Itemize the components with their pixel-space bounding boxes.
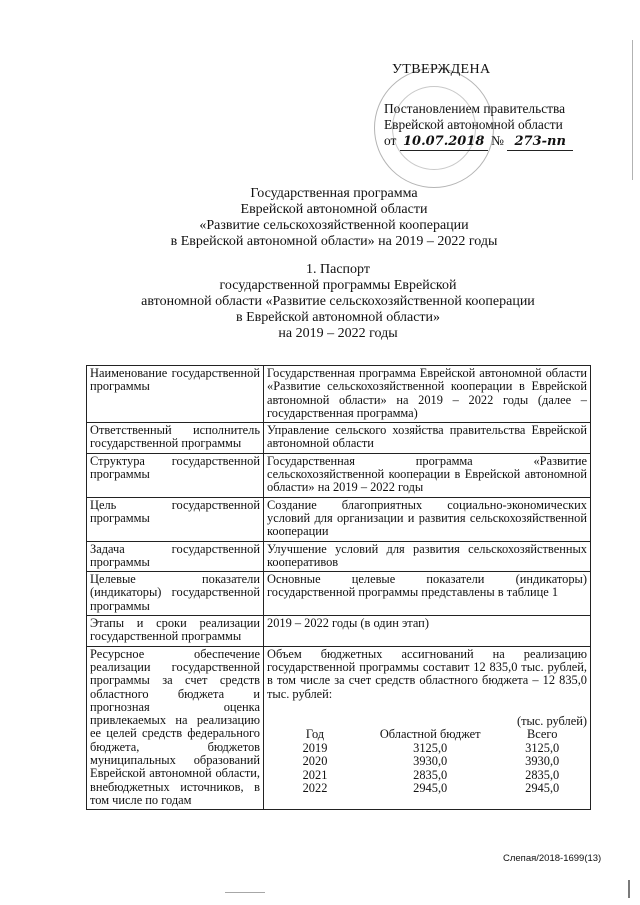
budget-header-total: Всего [527,727,558,742]
table-row [87,572,591,616]
table-row [87,497,591,541]
document-code: Слепая/2018-1699(13) [503,853,602,864]
program-line3: «Развитие сельскохозяйственной кооперации [199,218,469,233]
row-value: Государственная программа Еврейской автономной области «Развитие сельскохозяйственной кооперации в Еврейской автономной области» на 2019 – 2022 годы (далее – государственная программа) [264,366,591,423]
budget-year: 2020 [302,754,328,769]
passport-table [86,365,591,810]
approval-date: 10.07.2018 [400,134,488,151]
row-label: Этапы и сроки реализации государственной программы [87,616,264,647]
row-value: Управление сельского хозяйства правительства Еврейской автономной области [264,423,591,454]
program-title [14,186,640,250]
approval-number: 273-пп [507,134,573,151]
budget-year: 2021 [302,767,328,782]
row-label: Структура государственной программы [87,453,264,497]
budget-regional: 2835,0 [413,767,448,782]
section-line5: на 2019 – 2022 годы [278,326,398,341]
row-value: Государственная программа «Развитие сельскохозяйственной кооперации в Еврейской автономной области» на 2019 – 2022 годы [264,453,591,497]
row-value: Основные целевые показатели (индикаторы) государственной программы представлены в таблице 1 [264,572,591,616]
budget-total: 3125,0 [525,740,560,755]
approval-title: УТВЕРЖДЕНА [392,62,491,77]
budget-row [267,782,587,796]
resources-value [264,646,591,810]
budget-header-year: Год [305,727,325,742]
scan-edge-mark [632,40,633,180]
resources-unit: (тыс. рублей) [516,713,587,728]
row-label: Целевые показатели (индикаторы) государственной программы [87,572,264,616]
budget-year: 2022 [302,781,328,796]
program-line4: в Еврейской автономной области» на 2019 – 2022 годы [170,234,498,249]
table-row [87,541,591,572]
row-label: Цель государственной программы [87,497,264,541]
budget-regional: 3125,0 [413,740,448,755]
number-prefix: № [491,133,504,148]
section-line4: в Еврейской автономной области» [235,310,441,325]
budget-table [267,728,587,796]
budget-year: 2019 [302,740,328,755]
table-row [87,453,591,497]
approval-block [384,62,614,151]
budget-total: 3930,0 [525,754,560,769]
table-row [87,366,591,423]
budget-row [267,742,587,756]
scan-edge-mark [225,892,265,893]
program-line1: Государственная программа [250,186,418,201]
budget-header-regional: Областной бюджет [379,727,481,742]
budget-regional: 3930,0 [413,754,448,769]
row-value: 2019 – 2022 годы (в один этап) [264,616,591,647]
resources-label: Ресурсное обеспечение реализации государственной программы за счет средств областного бюджета и прогнозная оценка привлекаемых на реализацию ее целей средств федерального бюджета, бюджетов муниципальных образований Еврейской автономной области, внебюджетных источников, в том числе по годам [87,646,264,810]
row-value: Создание благоприятных социально-экономических условий для организации и развития сельскохозяйственной кооперации [264,497,591,541]
scan-edge-mark [628,880,630,898]
row-label: Задача государственной программы [87,541,264,572]
section-line3: автономной области «Развитие сельскохозяйственной кооперации [141,294,535,309]
row-label: Наименование государственной программы [87,366,264,423]
section-line1: 1. Паспорт [306,262,370,277]
approval-date-line [384,133,614,151]
budget-total: 2945,0 [525,781,560,796]
section-title [18,262,640,342]
approval-line1: Постановлением правительства [384,101,566,116]
date-prefix: от [384,133,397,148]
table-row [87,646,591,810]
program-line2: Еврейской автономной области [240,202,428,217]
budget-total: 2835,0 [525,767,560,782]
budget-header-row [267,728,587,742]
table-row [87,423,591,454]
section-line2: государственной программы Еврейской [219,278,457,293]
resources-intro: Объем бюджетных ассигнований на реализацию государственной программы составит 12 835,0 тыс. рублей, в том числе за счет средств областного бюджета – 12 835,0 тыс. рублей: [267,646,587,701]
table-row [87,616,591,647]
budget-row [267,769,587,783]
budget-row [267,755,587,769]
row-label: Ответственный исполнитель государственной программы [87,423,264,454]
budget-regional: 2945,0 [413,781,448,796]
approval-line2: Еврейской автономной области [384,117,563,132]
row-value: Улучшение условий для развития сельскохозяйственных кооперативов [264,541,591,572]
